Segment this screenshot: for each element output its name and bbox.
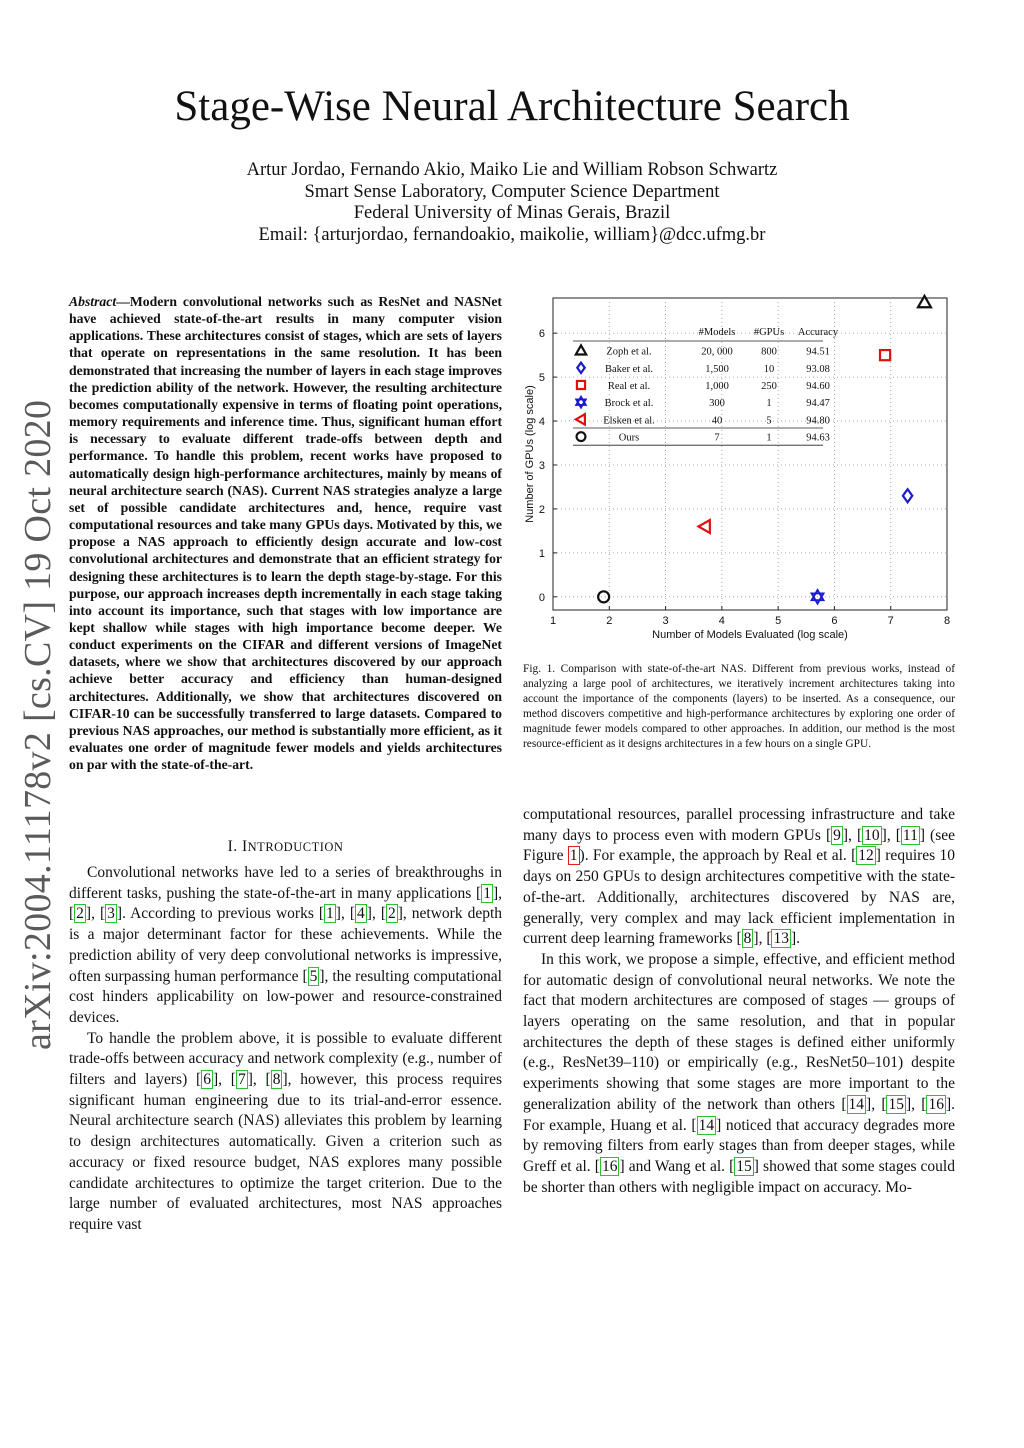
citation-link[interactable]: [ 8 ]: [265, 1071, 288, 1089]
legend-method-name: Zoph et al.: [606, 346, 652, 358]
figure-1-scatter-chart: [510, 290, 960, 645]
author-block: [0, 160, 1024, 246]
plot-area: [553, 298, 947, 610]
legend-table-header: #GPUs: [753, 327, 785, 338]
citation-link[interactable]: [ 9 ]: [825, 826, 849, 844]
citation-link[interactable]: [ 3 ]: [99, 905, 123, 923]
paper-title: Stage-Wise Neural Architecture Search: [174, 83, 850, 130]
citation-link[interactable]: [ 4 ]: [349, 905, 372, 923]
citation-link[interactable]: [ 6 ]: [196, 1071, 219, 1089]
caption-text: Comparison with state-of-the-art NAS. Different from previous works, instead of analyzing a large pool of architectures, we iteratively increment architectures taking into account the importance of the components (layers) to be inserted. As a consequence, our method discovers competitive and high-performance architectures by exploring one order of magnitude fewer models compared to other approaches. In addition, our method is the most resource-efficient as it designs architectures in a few hours on a single GPU.: [523, 663, 955, 751]
legend-gpus-value: 1: [766, 398, 772, 410]
figure-link[interactable]: 1: [569, 847, 578, 865]
legend-method-name: Brock et al.: [604, 398, 654, 410]
intro-column-right: [523, 805, 955, 1198]
legend-gpus-value: 250: [761, 381, 777, 392]
x-tick-label: 1: [549, 615, 557, 627]
caption-label: Fig. 1.: [523, 663, 556, 675]
y-tick-label: 6: [538, 328, 545, 341]
citation-link[interactable]: [ 16 ]: [921, 1095, 952, 1113]
affiliation-university: Federal University of Minas Gerais, Brazil: [353, 203, 671, 223]
legend-method-name: Baker et al.: [604, 363, 654, 375]
x-axis-label: Number of Models Evaluated (log scale): [652, 629, 848, 641]
citation-link[interactable]: [ 2 ]: [69, 905, 92, 923]
legend-models-value: 1,500: [705, 363, 729, 375]
legend-models-value: 7: [714, 432, 720, 444]
authors: Artur Jordao, Fernando Akio, Maiko Lie and William Robson Schwartz: [246, 160, 778, 180]
intro-paragraph-3: In this work, we propose a simple, effective, and efficient method for automatic design of convolutional neural networks. We note the fact that modern architectures are composed of stages — groups of layers operating on the same resolution, and that in popular architectures the depth of these stages is defined either uniformly (e.g., ResNet39–110) or empirically (e.g., ResNet50–101) despite experiments showing that some stages are more important to the generalization ability of the network than others [ 14 ], [ 15 ], [ 16 ]. For example, Huang et al. [ 14 ] noticed that accuracy degrades more by removing filters from early stages than from deeper stages, while Greff et al. [ 16 ] and Wang et al. [ 15 ] showed that some stages could be shorter than others with negligible impact on accuracy. Mo-: [523, 950, 955, 1196]
citation-link[interactable]: [ 7 ]: [230, 1071, 253, 1089]
y-tick-label: 4: [538, 416, 545, 429]
citation-link[interactable]: [ 16 ]: [594, 1157, 625, 1175]
legend-gpus-value: 10: [763, 363, 775, 375]
citation-link[interactable]: [ 15 ]: [881, 1095, 912, 1113]
figure-1-caption: [523, 662, 955, 753]
legend-models-value: 1,000: [705, 381, 729, 392]
y-tick-label: 1: [538, 547, 545, 560]
abstract-label: Abstract: [69, 294, 117, 309]
affiliation-lab: Smart Sense Laboratory, Computer Science Department: [304, 181, 720, 202]
legend-accuracy-value: 94.60: [806, 381, 830, 392]
legend-gpus-value: 1: [766, 432, 772, 444]
legend-accuracy-value: 94.63: [806, 432, 830, 444]
legend-accuracy-value: 94.80: [806, 415, 830, 427]
x-tick-label: 2: [606, 615, 613, 627]
intro-column-left: [69, 863, 502, 1236]
citation-link[interactable]: [ 11 ]: [895, 826, 926, 844]
abstract-text: —Modern convolutional networks such as ResNet and NASNet have achieved state-of-the-art results in many computer vision applications. These architectures consist of stages, which are sets of layers that operate on representations in the same resolution. It has been demonstrated that increasing the number of layers in each stage improves the prediction ability of the network. However, the resulting architecture becomes computationally expensive in terms of floating point operations, memory requirements and inference time. Thus, significant human effort is necessary to evaluate different trade-offs between depth and performance. To handle this problem, recent works have proposed to automatically design high-performance architectures, mainly by means of neural architecture search (NAS). Current NAS strategies analyze a large set of possible candidate architectures and, hence, require vast computational resources and take many GPUs days. Motivated by this, we propose a NAS approach to efficiently design accurate and low-cost convolutional architectures and demonstrate that an efficient strategy for designing these architectures is to learn the depth stage-by-stage. For this purpose, our approach increases depth incrementally in each stage taking into account its importance, such that stages with low importance are kept shallow while stages with high importance become deeper. We conduct experiments on the CIFAR and different versions of ImageNet datasets, where we show that architectures discovered by our approach achieve better accuracy and efficiency than human-designed architectures. Additionally, we show that architectures discovered on CIFAR-10 can be successfully transferred to large datasets. Compared to previous NAS approaches, our method is substantially more efficient, as it evaluates one order of magnitude fewer models and yields architectures on par with the state-of-the-art.: [69, 294, 502, 773]
legend-method-name: Real et al.: [607, 381, 651, 392]
citation-link[interactable]: [ 13 ]: [766, 930, 797, 948]
citation-link[interactable]: [ 15 ]: [729, 1157, 759, 1175]
email: Email: {arturjordao, fernandoakio, maikolie, william}@dcc.ufmg.br: [258, 224, 766, 245]
x-tick-label: 6: [831, 615, 838, 627]
citation-link[interactable]: [ 2 ]: [380, 905, 403, 923]
legend-accuracy-value: 94.47: [806, 398, 830, 410]
legend-accuracy-value: 94.51: [806, 346, 830, 358]
citation-link[interactable]: [ 14 ]: [841, 1095, 872, 1113]
arxiv-identifier: arXiv:2004.11178v2 [cs.CV] 19 Oct 2020: [17, 399, 59, 1050]
y-tick-label: 3: [538, 459, 545, 472]
y-tick-label: 5: [538, 372, 545, 385]
y-tick-label: 2: [538, 503, 545, 516]
x-tick-label: 3: [662, 615, 669, 627]
legend-models-value: 300: [709, 398, 725, 410]
citation-link[interactable]: [ 10 ]: [856, 826, 887, 844]
intro-paragraph-2-continued: computational resources, parallel processing infrastructure and take many days to process even with modern GPUs [ 9 ], [ 10 ], [ 11 ] (see Figure 1 ). For example, the approach by Real et al. [ 12 ] requires 10 days on 250 GPUs to design architectures competitive with the state-of-the-art. Additionally, architectures discovered by NAS are, generally, very complex and may lack efficient implementation in current deep learning frameworks [ 8 ], [ 13 ].: [523, 806, 956, 948]
legend-method-name: Ours: [618, 432, 640, 444]
citation-link[interactable]: [ 8 ]: [736, 930, 759, 948]
section-heading-introduction: I. INTRODUCTION: [227, 838, 344, 855]
x-tick-label: 8: [943, 615, 951, 627]
legend-models-value: 20, 000: [701, 346, 733, 358]
x-tick-label: 5: [775, 615, 782, 627]
x-tick-label: 7: [887, 615, 894, 627]
legend-gpus-value: 800: [761, 346, 777, 358]
citation-link[interactable]: [ 5 ]: [302, 967, 325, 985]
citation-link[interactable]: [ 12 ]: [851, 847, 881, 865]
legend-table-header: #Models: [698, 327, 736, 338]
legend-accuracy-value: 93.08: [806, 363, 830, 375]
intro-paragraph-2: To handle the problem above, it is possible to evaluate different trade-offs between accuracy and network complexity (e.g., number of filters and layers) [ 6 ], [ 7 ], [ 8 ], however, this process requires significant human engineering due to its trial-and-error essence. Neural architecture search (NAS) alleviates this problem by learning to design architectures automatically. Given a criterion such as accuracy or fixed resource budget, NAS explores many possible candidate architectures to optimize the target criterion. Due to the large number of evaluated architectures, most NAS approaches require vast: [69, 1029, 503, 1233]
intro-paragraph-1: Convolutional networks have led to a series of breakthroughs in different tasks, pushing the state-of-the-art in many applications [ 1 ], [ 2 ], [ 3 ]. According to previous works [ 1 ], [ 4 ], [ 2 ], network depth is a major determinant factor for these achievements. While the prediction ability of very deep convolutional networks is impressive, often surpassing human performance [ 5 ], the resulting computational cost hinders applicability on low-power and resource-constrained devices.: [69, 864, 503, 1026]
legend-table-header: Accuracy: [797, 327, 839, 338]
x-tick-label: 4: [718, 615, 725, 627]
abstract: [69, 293, 502, 773]
citation-link[interactable]: [ 1 ]: [318, 905, 341, 923]
y-axis-label: Number of GPUs (log scale): [524, 385, 536, 523]
legend-models-value: 40: [711, 415, 723, 427]
citation-link[interactable]: [ 1 ]: [476, 884, 499, 902]
citation-link[interactable]: [ 14 ]: [691, 1116, 722, 1134]
legend-method-name: Elsken et al.: [603, 415, 655, 427]
legend-gpus-value: 5: [766, 415, 772, 427]
y-tick-label: 0: [538, 591, 545, 604]
